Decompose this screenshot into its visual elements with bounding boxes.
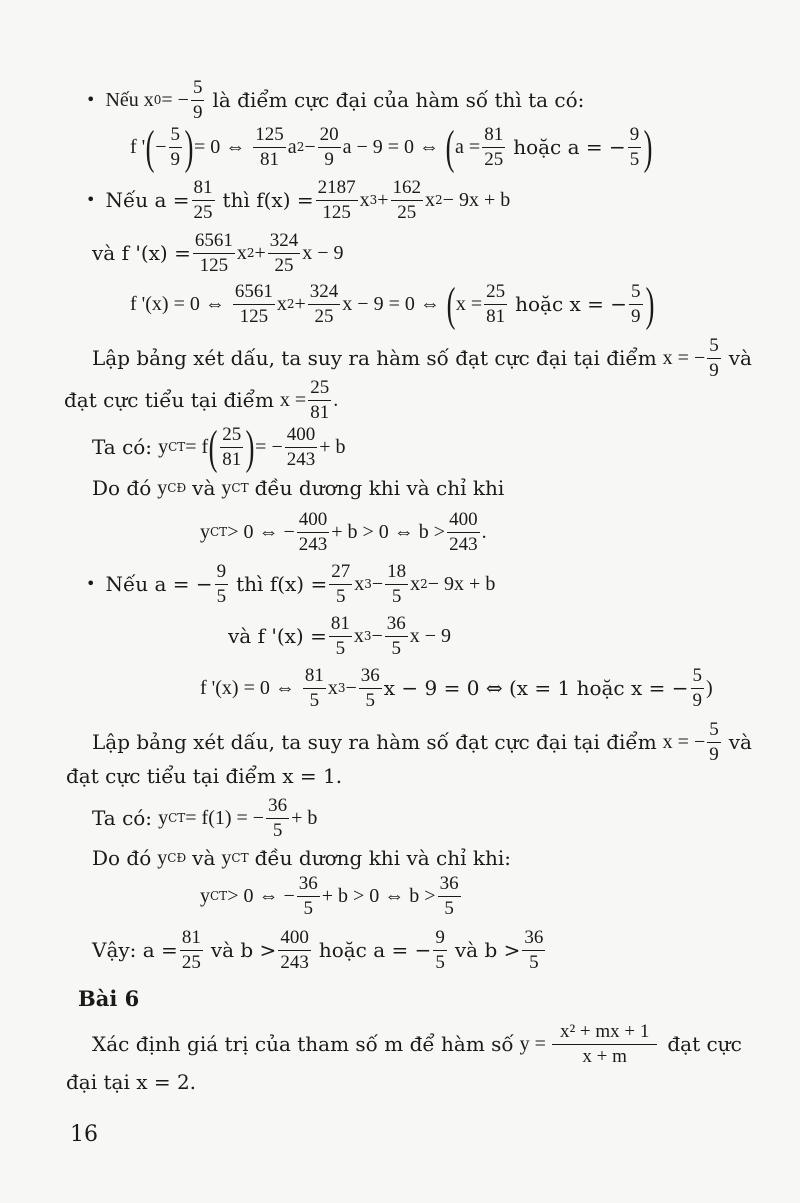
fraction <box>220 425 243 470</box>
bullet: • <box>86 90 96 110</box>
fraction <box>192 178 215 223</box>
text: = − <box>255 436 283 459</box>
denominator: 125 <box>322 201 351 223</box>
text: Vậy: a = <box>92 938 178 963</box>
paren: ) <box>645 277 654 331</box>
text: f '(x) = 0 ⇔ <box>130 293 225 316</box>
text: Ta có: <box>92 435 153 460</box>
line-21 <box>66 1072 196 1092</box>
line-8: Ta có: y CT = f ( $\frac{25}{81}$ ) = − $\frac{400}{243}$ + b <box>92 420 346 474</box>
text: và <box>728 346 752 371</box>
fraction <box>707 720 721 765</box>
text: x − 9 <box>409 625 452 648</box>
text: + b <box>291 807 318 830</box>
text: a = <box>455 136 481 159</box>
denominator: 9 <box>709 359 719 381</box>
line-20 <box>92 1022 742 1067</box>
fraction <box>552 1022 657 1067</box>
fraction <box>233 282 275 327</box>
fraction <box>628 125 642 170</box>
text: y <box>158 436 169 459</box>
fraction <box>318 125 341 170</box>
denominator: 125 <box>199 254 229 276</box>
text: . <box>481 521 487 544</box>
fraction <box>482 125 505 170</box>
text: Xác định giá trị của tham số m để hàm số <box>92 1032 514 1057</box>
denominator: 125 <box>239 305 269 327</box>
text: ) <box>706 677 713 700</box>
numerator: 400 <box>447 510 480 533</box>
line-7 <box>64 378 338 423</box>
paren: ( <box>208 420 218 474</box>
text: x <box>359 189 370 212</box>
text: Do đó <box>92 476 152 500</box>
text: > 0 ⇔ − <box>227 885 295 908</box>
fraction <box>297 510 330 555</box>
line-15 <box>66 766 342 786</box>
text: x <box>354 573 365 596</box>
exercise-heading: Bài 6 <box>78 986 140 1011</box>
numerator: 5 <box>191 78 205 101</box>
text: Lập bảng xét dấu, ta suy ra hàm số đạt cực đại tại điểm <box>92 346 657 371</box>
paren: ( <box>445 120 455 174</box>
text: f '(x) = 0 ⇔ <box>200 677 295 700</box>
numerator: 5 <box>169 125 183 148</box>
text: đều dương khi và chỉ khi: <box>254 846 511 870</box>
text: y <box>200 521 210 544</box>
fraction <box>707 336 721 381</box>
numerator: 324 <box>268 231 301 254</box>
text: x = − <box>662 347 706 370</box>
text: y <box>157 477 168 499</box>
denominator: 9 <box>192 101 203 123</box>
numerator: 9 <box>433 928 447 951</box>
paren: ) <box>643 120 653 174</box>
fraction <box>484 282 507 327</box>
numerator: 5 <box>707 336 721 359</box>
fraction <box>169 125 183 170</box>
text: và <box>728 730 752 755</box>
text: x <box>425 189 436 212</box>
denominator: 25 <box>274 254 294 276</box>
fraction <box>691 666 705 711</box>
text: y = <box>519 1033 546 1056</box>
denominator: 243 <box>280 951 309 973</box>
text: . <box>333 389 339 412</box>
denominator: 81 <box>222 448 242 470</box>
text: hoặc a = − <box>318 938 432 963</box>
denominator: 5 <box>272 819 283 841</box>
fraction <box>193 231 235 276</box>
text: thì f(x) = <box>236 572 328 597</box>
text: x <box>236 242 247 265</box>
text: và b > <box>210 938 277 963</box>
denominator: 243 <box>298 533 328 555</box>
denominator: 25 <box>484 148 504 170</box>
fraction <box>297 874 320 919</box>
numerator: 36 <box>266 796 289 819</box>
fraction <box>308 378 331 423</box>
text: y <box>221 847 232 869</box>
text: y <box>157 847 168 869</box>
line-9: Do đó y CĐ và y CT đều dương khi và chỉ khi <box>92 476 505 500</box>
denominator: 243 <box>286 448 316 470</box>
text: đạt cực <box>667 1032 742 1057</box>
text: đạt cực tiểu tại điểm <box>64 388 274 413</box>
text: a <box>287 136 297 159</box>
text: + <box>377 189 389 212</box>
text: đạt cực tiểu tại điểm x = 1. <box>66 764 343 788</box>
denominator: 9 <box>631 305 641 327</box>
text: hoặc x = − <box>515 292 628 317</box>
paren: ( <box>145 120 155 174</box>
line-3: • Nếu a = $\frac{81}{25}$ thì f(x) = $\frac{2187}{125}$ x 3 + $\frac{162}{25}$ x 2 − 9x + b <box>86 177 511 223</box>
denominator: 25 <box>397 201 417 223</box>
text: đều dương khi và chỉ khi <box>254 476 505 500</box>
text: − <box>371 625 383 648</box>
denominator: 81 <box>260 148 280 170</box>
text: a − 9 = 0 ⇔ <box>342 136 440 159</box>
denominator: 5 <box>444 897 454 919</box>
text: − <box>304 136 316 159</box>
text: − 9x + b <box>442 189 511 212</box>
denominator: 9 <box>709 743 719 765</box>
numerator: 25 <box>484 282 507 305</box>
line-6 <box>92 336 752 381</box>
line-18: y CT > 0 ⇔ − $\frac{36}{5}$ + b > 0 ⇔ b > $\frac{36}{5}$ <box>200 873 459 919</box>
fraction <box>268 231 301 276</box>
denominator: 25 <box>193 201 213 223</box>
fraction <box>629 282 643 327</box>
denominator: 5 <box>529 951 539 973</box>
paren: ) <box>245 420 255 474</box>
text: x − 9 = 0 ⇔ <box>342 293 440 316</box>
text: x <box>276 293 287 316</box>
page-number: 16 <box>70 1122 98 1147</box>
text: = f(1) = − <box>185 807 265 830</box>
fraction <box>191 78 205 123</box>
numerator: 81 <box>303 666 326 689</box>
numerator: 9 <box>215 562 229 585</box>
text: và b > <box>454 938 521 963</box>
text: Lập bảng xét dấu, ta suy ra hàm số đạt cực đại tại điểm <box>92 730 657 755</box>
numerator: 36 <box>297 874 320 897</box>
denominator: 5 <box>216 585 227 607</box>
numerator: 125 <box>253 125 286 148</box>
text: x <box>353 625 364 648</box>
text: x = <box>279 389 307 412</box>
fraction <box>180 928 203 973</box>
text: x <box>327 677 338 700</box>
denominator: 9 <box>170 148 181 170</box>
line-5: f '(x) = 0 ⇔ $\frac{6561}{125}$ x 2 + $\frac{324}{25}$ x − 9 = 0 ⇔ ( x = $\frac{25}{81}$ hoặc x = − $\frac{5}{9}$ ) <box>130 277 654 331</box>
text: f ' <box>130 136 146 159</box>
denominator: 5 <box>335 637 346 659</box>
text: là điểm cực đại của hàm số thì ta có: <box>212 88 585 113</box>
numerator: 36 <box>385 614 408 637</box>
fraction <box>447 510 480 555</box>
denominator: 5 <box>391 637 402 659</box>
denominator: 25 <box>314 305 334 327</box>
numerator: x² + mx + 1 <box>552 1022 657 1045</box>
fraction <box>303 666 326 711</box>
numerator: 81 <box>192 178 215 201</box>
numerator: 5 <box>707 720 721 743</box>
text: > 0 ⇔ − <box>227 521 295 544</box>
numerator: 6561 <box>193 231 235 254</box>
numerator: 36 <box>438 874 461 897</box>
text: − <box>371 573 384 596</box>
denominator: 81 <box>310 401 330 423</box>
denominator: 5 <box>629 148 640 170</box>
fraction <box>522 928 545 973</box>
text: Nếu x <box>105 89 154 112</box>
fraction <box>385 614 408 659</box>
denominator: 5 <box>391 585 402 607</box>
fraction <box>285 425 318 470</box>
line-10: y CT > 0 ⇔ − $\frac{400}{243}$ + b > 0 ⇔ b > $\frac{400}{243}$ . <box>200 509 487 555</box>
paren: ) <box>184 120 194 174</box>
text: + b > 0 ⇔ b > <box>331 521 446 544</box>
line-13: f '(x) = 0 ⇔ $\frac{81}{5}$ x 3 − $\frac{36}{5}$ x − 9 = 0 ⇔ (x = 1 hoặc x = − $\frac{5}{9}$ ) <box>200 665 713 711</box>
numerator: 20 <box>318 125 341 148</box>
numerator: 5 <box>629 282 643 305</box>
bullet: • <box>86 190 96 210</box>
numerator: 400 <box>278 928 311 951</box>
fraction <box>329 562 352 607</box>
text: y <box>221 477 232 499</box>
text: + <box>254 242 266 265</box>
text: = − <box>161 89 189 112</box>
paren: ( <box>446 277 456 331</box>
line-4: và f '(x) = $\frac{6561}{125}$ x 2 + $\frac{324}{25}$ x − 9 <box>92 230 344 276</box>
denominator: 5 <box>435 951 445 973</box>
text: Nếu a = <box>105 188 190 213</box>
text: x <box>410 573 421 596</box>
text: Do đó <box>92 846 152 870</box>
line-12: và f '(x) = $\frac{81}{5}$ x 3 − $\frac{36}{5}$ x − 9 <box>228 613 452 659</box>
fraction <box>329 614 352 659</box>
numerator: 6561 <box>233 282 275 305</box>
fraction <box>308 282 341 327</box>
text: và f '(x) = <box>228 624 327 649</box>
numerator: 9 <box>628 125 642 148</box>
text: hoặc a = − <box>513 135 626 160</box>
text: x = <box>455 293 483 316</box>
text: và <box>192 846 216 870</box>
denominator: 9 <box>324 148 334 170</box>
line-16: Ta có: y CT = f(1) = − $\frac{36}{5}$ + b <box>92 795 318 841</box>
text: đại tại x = 2. <box>66 1070 197 1094</box>
line-14 <box>92 720 752 765</box>
numerator: 5 <box>691 666 705 689</box>
fraction <box>253 125 286 170</box>
denominator: 5 <box>309 689 320 711</box>
fraction <box>266 796 289 841</box>
denominator: 81 <box>486 305 506 327</box>
fraction <box>385 562 408 607</box>
fraction <box>438 874 461 919</box>
text: Nếu a = − <box>105 572 213 597</box>
text: + b > 0 ⇔ b > <box>321 885 436 908</box>
numerator: 2187 <box>316 178 358 201</box>
fraction <box>215 562 229 607</box>
fraction <box>433 928 447 973</box>
numerator: 81 <box>329 614 352 637</box>
text: x = − <box>662 731 706 754</box>
text: thì f(x) = <box>222 188 314 213</box>
text: y <box>158 807 169 830</box>
numerator: 81 <box>180 928 203 951</box>
denominator: 25 <box>181 951 201 973</box>
fraction <box>391 178 424 223</box>
numerator: 81 <box>482 125 505 148</box>
line-1: • Nếu x 0 = − $\frac{5}{9}$ là điểm cực đại của hàm số thì ta có: <box>86 77 585 123</box>
text: = 0 ⇔ <box>194 136 246 159</box>
denominator: 9 <box>692 689 702 711</box>
text: Ta có: <box>92 806 153 831</box>
fraction <box>278 928 311 973</box>
denominator: 5 <box>365 689 376 711</box>
numerator: 162 <box>391 178 424 201</box>
numerator: 25 <box>220 425 243 448</box>
text: − <box>345 677 357 700</box>
numerator: 36 <box>522 928 545 951</box>
line-19 <box>92 928 547 973</box>
numerator: 25 <box>308 378 331 401</box>
numerator: 400 <box>297 510 330 533</box>
line-2: f ' ( − $\frac{5}{9}$ ) = 0 ⇔ $\frac{125}{81}$ a 2 − $\frac{20}{9}$ a − 9 = 0 ⇔ ( a = $\frac{81}{25}$ hoặc a = − $\frac{9}{5}$ ) <box>130 120 653 174</box>
text: + <box>294 293 306 316</box>
line-11: • Nếu a = − $\frac{9}{5}$ thì f(x) = $\frac{27}{5}$ x 3 − $\frac{18}{5}$ x 2 − 9x + b <box>86 561 496 607</box>
denominator: x + m <box>582 1045 627 1067</box>
denominator: 243 <box>449 533 478 555</box>
text: và <box>192 476 216 500</box>
denominator: 5 <box>303 897 313 919</box>
text: x − 9 <box>302 242 344 265</box>
text: = f <box>185 436 209 459</box>
line-17: Do đó y CĐ và y CT đều dương khi và chỉ khi: <box>92 846 511 870</box>
text: và f '(x) = <box>92 241 191 266</box>
text: y <box>200 885 210 908</box>
bullet: • <box>86 574 96 594</box>
text: + b <box>319 436 346 459</box>
text: x − 9 = 0 ⇔ (x = 1 hoặc x = − <box>383 676 689 701</box>
fraction <box>316 178 358 223</box>
fraction <box>359 666 382 711</box>
numerator: 324 <box>308 282 341 305</box>
numerator: 27 <box>329 562 352 585</box>
text: − 9x + b <box>427 573 496 596</box>
numerator: 36 <box>359 666 382 689</box>
denominator: 5 <box>335 585 346 607</box>
numerator: 18 <box>385 562 408 585</box>
numerator: 400 <box>285 425 318 448</box>
